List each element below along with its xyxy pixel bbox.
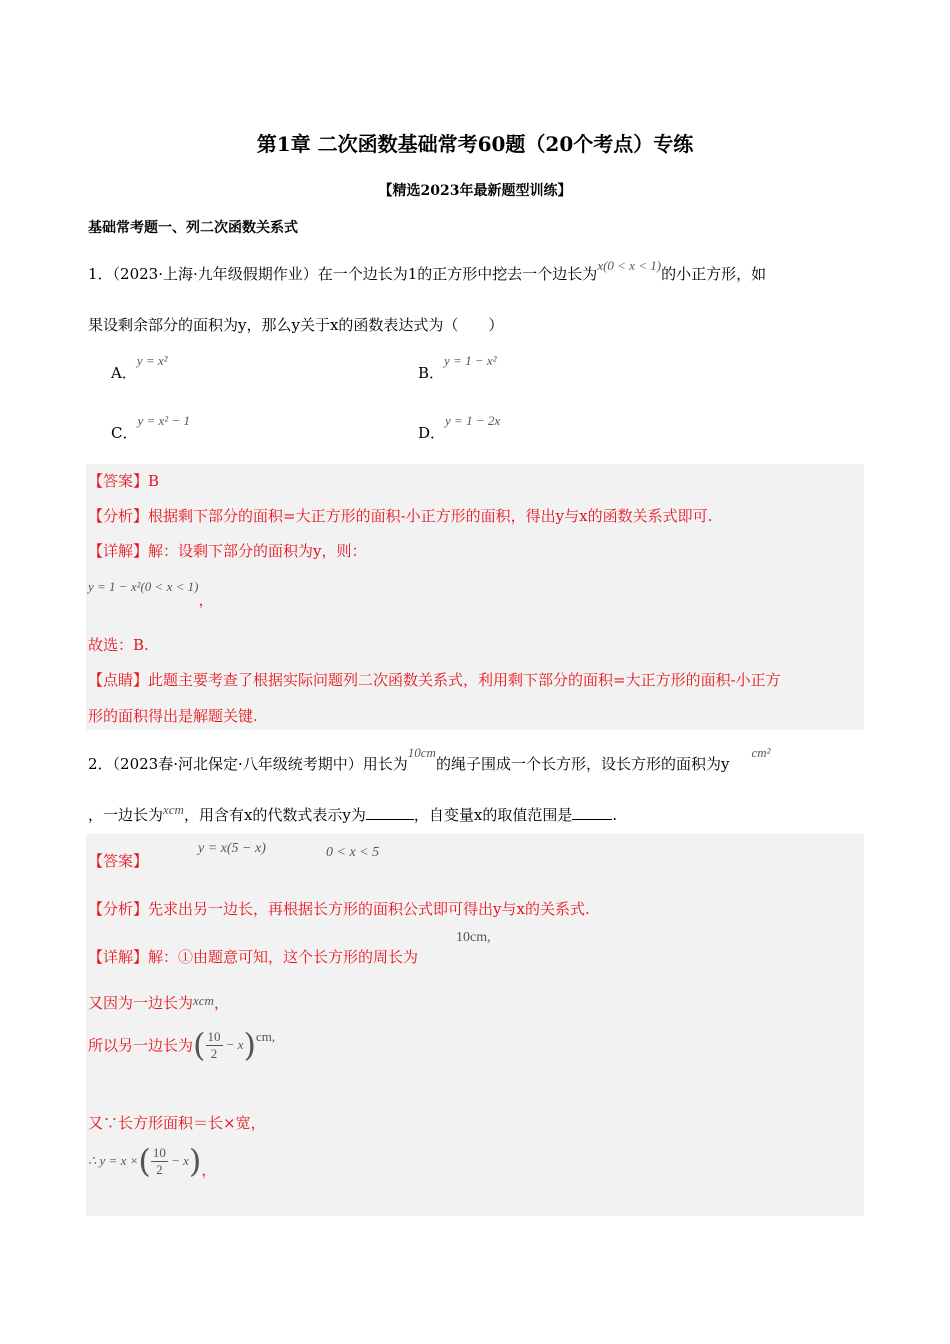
q1-source: （2023·上海·九年级假期作业）: [112, 265, 318, 283]
q1-answer: [88, 470, 159, 491]
detail-text: 解：设剩下部分的面积为y，则：: [148, 542, 367, 560]
q1-formula: [88, 575, 214, 609]
q1-number: 1．: [88, 265, 113, 283]
analysis-tag: 【分析】: [88, 507, 149, 525]
detail-end: ，: [213, 994, 229, 1012]
option-math: y = x² − 1: [137, 413, 190, 428]
q2-perimeter: 10cm,: [456, 930, 491, 945]
q2-therefore: [88, 1142, 216, 1180]
option-math: y = 1 − x²: [444, 353, 497, 368]
detail-tag: 【详解】: [88, 948, 149, 966]
q1-condition: x(0 < x < 1): [597, 258, 662, 273]
q2-text-b: 的绳子围成一个长方形，设长方形的面积为y: [435, 755, 730, 773]
q2-detail-4: 又∵长方形面积＝长×宽，: [88, 1114, 266, 1132]
q2-line2-a: ，一边长为: [88, 806, 164, 824]
detail-text: 所以另一边长为: [88, 1036, 194, 1055]
analysis-tag: 【分析】: [88, 900, 149, 918]
q2-side: xcm: [163, 802, 184, 817]
frac-denominator: 2: [156, 1161, 163, 1177]
left-paren: (: [138, 1142, 151, 1180]
right-paren: ): [188, 1142, 202, 1180]
q2-line1: [88, 745, 771, 774]
analysis-text: 先求出另一边长，再根据长方形的面积公式即可得出y与x的关系式.: [148, 900, 590, 918]
q2-side2: xcm: [193, 993, 214, 1008]
end-comma: ，: [201, 1160, 217, 1179]
q2-detail-3: [88, 1026, 275, 1064]
option-label: B．: [418, 364, 445, 382]
detail-text: 又因为一边长为: [88, 994, 194, 1012]
comment-text: 此题主要考查了根据实际问题列二次函数关系式，利用剩下部分的面积=大正方形的面积-小正方: [148, 671, 781, 689]
q1-option-b: [418, 353, 497, 383]
q2-answer-2: 0 < x < 5: [326, 845, 380, 860]
option-label: C．: [111, 424, 138, 442]
q2-detail-2: [88, 992, 229, 1013]
fraction: [206, 1029, 223, 1062]
q2-text-a: 用长为: [362, 755, 408, 773]
option-label: D．: [418, 424, 446, 442]
q2-source: （2023春·河北保定·八年级统考期中）: [112, 755, 363, 773]
q2-line2-b: ，用含有x的代数式表示y为: [183, 806, 366, 824]
option-label: A．: [111, 364, 137, 382]
minus-x: − x: [222, 1037, 244, 1052]
formula: y = 1 − x²(0 < x < 1): [88, 579, 199, 594]
q2-line2-c: ，自变量x的取值范围是: [413, 806, 573, 824]
q2-line2: [88, 804, 617, 825]
q2-unit-area: cm²: [751, 745, 771, 760]
q1-choose: 故选：B.: [88, 636, 149, 654]
q1-comment-line2: 形的面积得出是解题关键.: [88, 707, 258, 725]
detail-text: 解：①由题意可知，这个长方形的周长为: [148, 948, 419, 966]
left-paren: (: [193, 1026, 206, 1064]
fraction: [151, 1145, 168, 1178]
q1-option-c: [111, 413, 190, 443]
answer-value: B: [148, 472, 160, 490]
therefore-expr: ∴ y = x ×: [88, 1153, 139, 1168]
q1-line1: [88, 258, 767, 284]
right-paren: ): [243, 1026, 257, 1064]
frac-denominator: 2: [210, 1045, 218, 1061]
option-math: y = x²: [136, 353, 168, 368]
q1-line2: 果设剩余部分的面积为y，那么y关于x的函数表达式为（ ）: [88, 316, 504, 334]
q2-analysis: [88, 898, 590, 919]
q1-detail: [88, 540, 367, 561]
q2-line2-d: .: [612, 806, 618, 824]
q2-length: 10cm: [407, 745, 436, 760]
page-title: 第1章 二次函数基础常考60题（20个考点）专练: [256, 132, 694, 156]
cm-comma: cm,: [256, 1029, 276, 1044]
frac-numerator: 10: [152, 1144, 166, 1160]
answer-tag: 【答案】: [88, 472, 149, 490]
comment-tag: 【点睛】: [88, 671, 149, 689]
detail-tag: 【详解】: [88, 542, 149, 560]
q2-number: 2．: [88, 755, 113, 773]
section-heading: 基础常考题一、列二次函数关系式: [88, 220, 298, 236]
q2-answer-tag: 【答案】: [88, 852, 149, 870]
option-math: y = 1 − 2x: [445, 413, 501, 428]
q1-option-d: [418, 413, 501, 443]
q1-comment-line1: [88, 669, 781, 690]
q1-text-b: 的小正方形，如: [661, 265, 767, 283]
q1-option-a: [111, 353, 168, 383]
q1-analysis: [88, 505, 712, 526]
answer-blank-1[interactable]: [366, 805, 414, 820]
q1-text-a: 在一个边长为1的正方形中挖去一个边长为: [317, 265, 598, 283]
minus-x: − x: [167, 1153, 189, 1168]
analysis-text: 根据剩下部分的面积=大正方形的面积-小正方形的面积，得出y与x的函数关系式即可.: [148, 507, 713, 525]
answer-blank-2[interactable]: [572, 805, 612, 820]
page-subtitle: 【精选2023年最新题型训练】: [378, 183, 572, 199]
q2-detail-1: [88, 946, 418, 967]
q2-answer-1: y = x(5 − x): [198, 841, 266, 856]
frac-numerator: 10: [207, 1028, 221, 1044]
formula-comma: ，: [198, 591, 214, 609]
